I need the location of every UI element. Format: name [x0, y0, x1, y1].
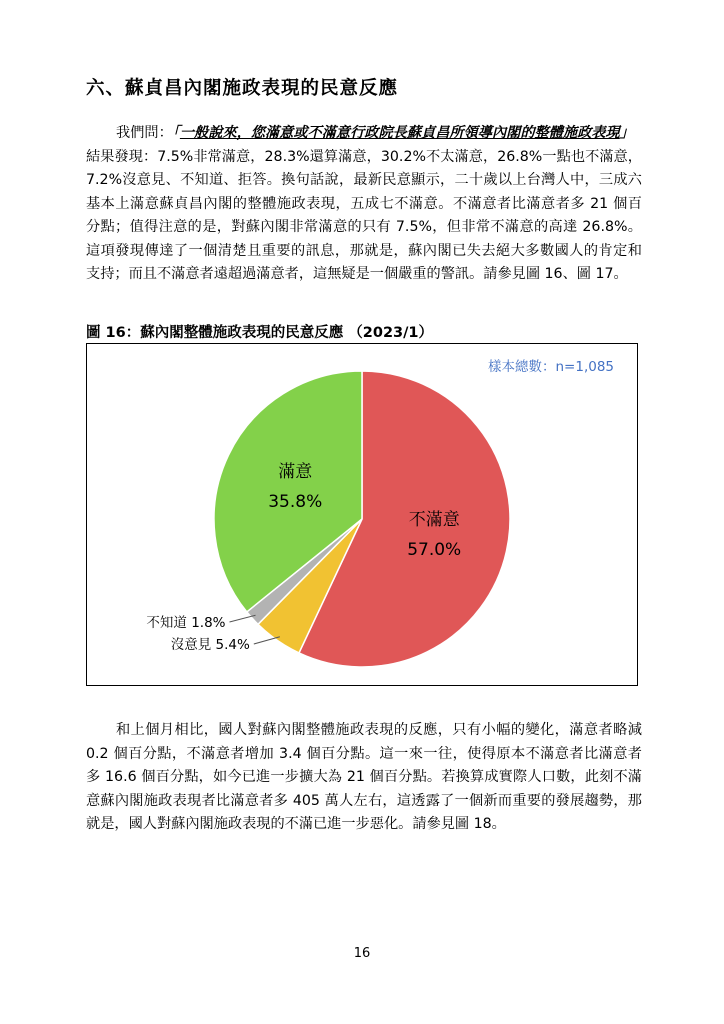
paragraph-2-line: 意蘇內閣施政表現者比滿意者多 405 萬人左右，這透露了一個新而重要的發展趨勢，那 [86, 792, 642, 809]
slice-value-0: 57.0% [407, 540, 462, 561]
paragraph-2 [86, 719, 642, 837]
paragraph-1-line: 結果發現：7.5%非常滿意，28.3%還算滿意，30.2%不太滿意，26.8%一點也不滿意， [86, 148, 642, 165]
paragraph-2-line: 0.2 個百分點，不滿意者增加 3.4 個百分點。這一來一往，使得原本不滿意者比滿意者 [86, 745, 642, 762]
slice-value-3: 35.8% [268, 492, 323, 513]
paragraph-2-line: 多 16.6 個百分點，如今已進一步擴大為 21 個百分點。若換算成實際人口數，此刻不滿 [86, 769, 642, 785]
pie-chart-frame [86, 343, 638, 686]
question-line [86, 122, 642, 146]
quote-close: 」 [619, 125, 634, 141]
question-lead: 我們問： [116, 125, 173, 141]
paragraph-2-line: 就是，國人對蘇內閣施政表現的不滿已進一步惡化。請參見圖 18。 [86, 816, 506, 832]
sample-size-annotation: 樣本總數：n=1,085 [487, 359, 614, 375]
slice-outer-label-1: 沒意見 5.4% [170, 637, 250, 653]
slice-outer-label-2: 不知道 1.8% [146, 615, 226, 631]
paragraph-1-line: 支持；而且不滿意者遠超過滿意者，這無疑是一個嚴重的警訊。請參見圖 16、圖 17。 [86, 266, 628, 282]
pie-chart [87, 344, 637, 685]
figure-caption: 圖 16：蘇內閣整體施政表現的民意反應 （2023/1） [86, 325, 434, 341]
slice-label-0: 不滿意 [408, 510, 460, 531]
leader-line-1 [254, 637, 280, 644]
paragraph-1-line: 基本上滿意蘇貞昌內閣的整體施政表現，五成七不滿意。不滿意者比滿意者多 21 個百 [86, 195, 642, 212]
page-number: 16 [353, 946, 371, 961]
paragraph-1-line: 7.2%沒意見、不知道、拒答。換句話說，最新民意顯示，二十歲以上台灣人中，三成六 [86, 172, 642, 188]
slice-label-3: 滿意 [278, 462, 313, 483]
paragraph-1-line: 分點；值得注意的是，對蘇內閣非常滿意的只有 7.5%，但非常不滿意的高達 26.8%。 [86, 219, 642, 235]
section-heading: 六、蘇貞昌內閣施政表現的民意反應 [86, 78, 399, 99]
survey-question: 一般說來，您滿意或不滿意行政院長蘇貞昌所領導內閣的整體施政表現 [179, 125, 620, 141]
paragraph-1-line: 這項發現傳達了一個清楚且重要的訊息，那就是，蘇內閣已失去絕大多數國人的肯定和 [86, 242, 642, 259]
paragraph-1 [86, 122, 642, 287]
quote-open: 「 [172, 125, 180, 141]
paragraph-2-line: 和上個月相比，國人對蘇內閣整體施政表現的反應，只有小幅的變化，滿意者略減 [116, 722, 642, 738]
